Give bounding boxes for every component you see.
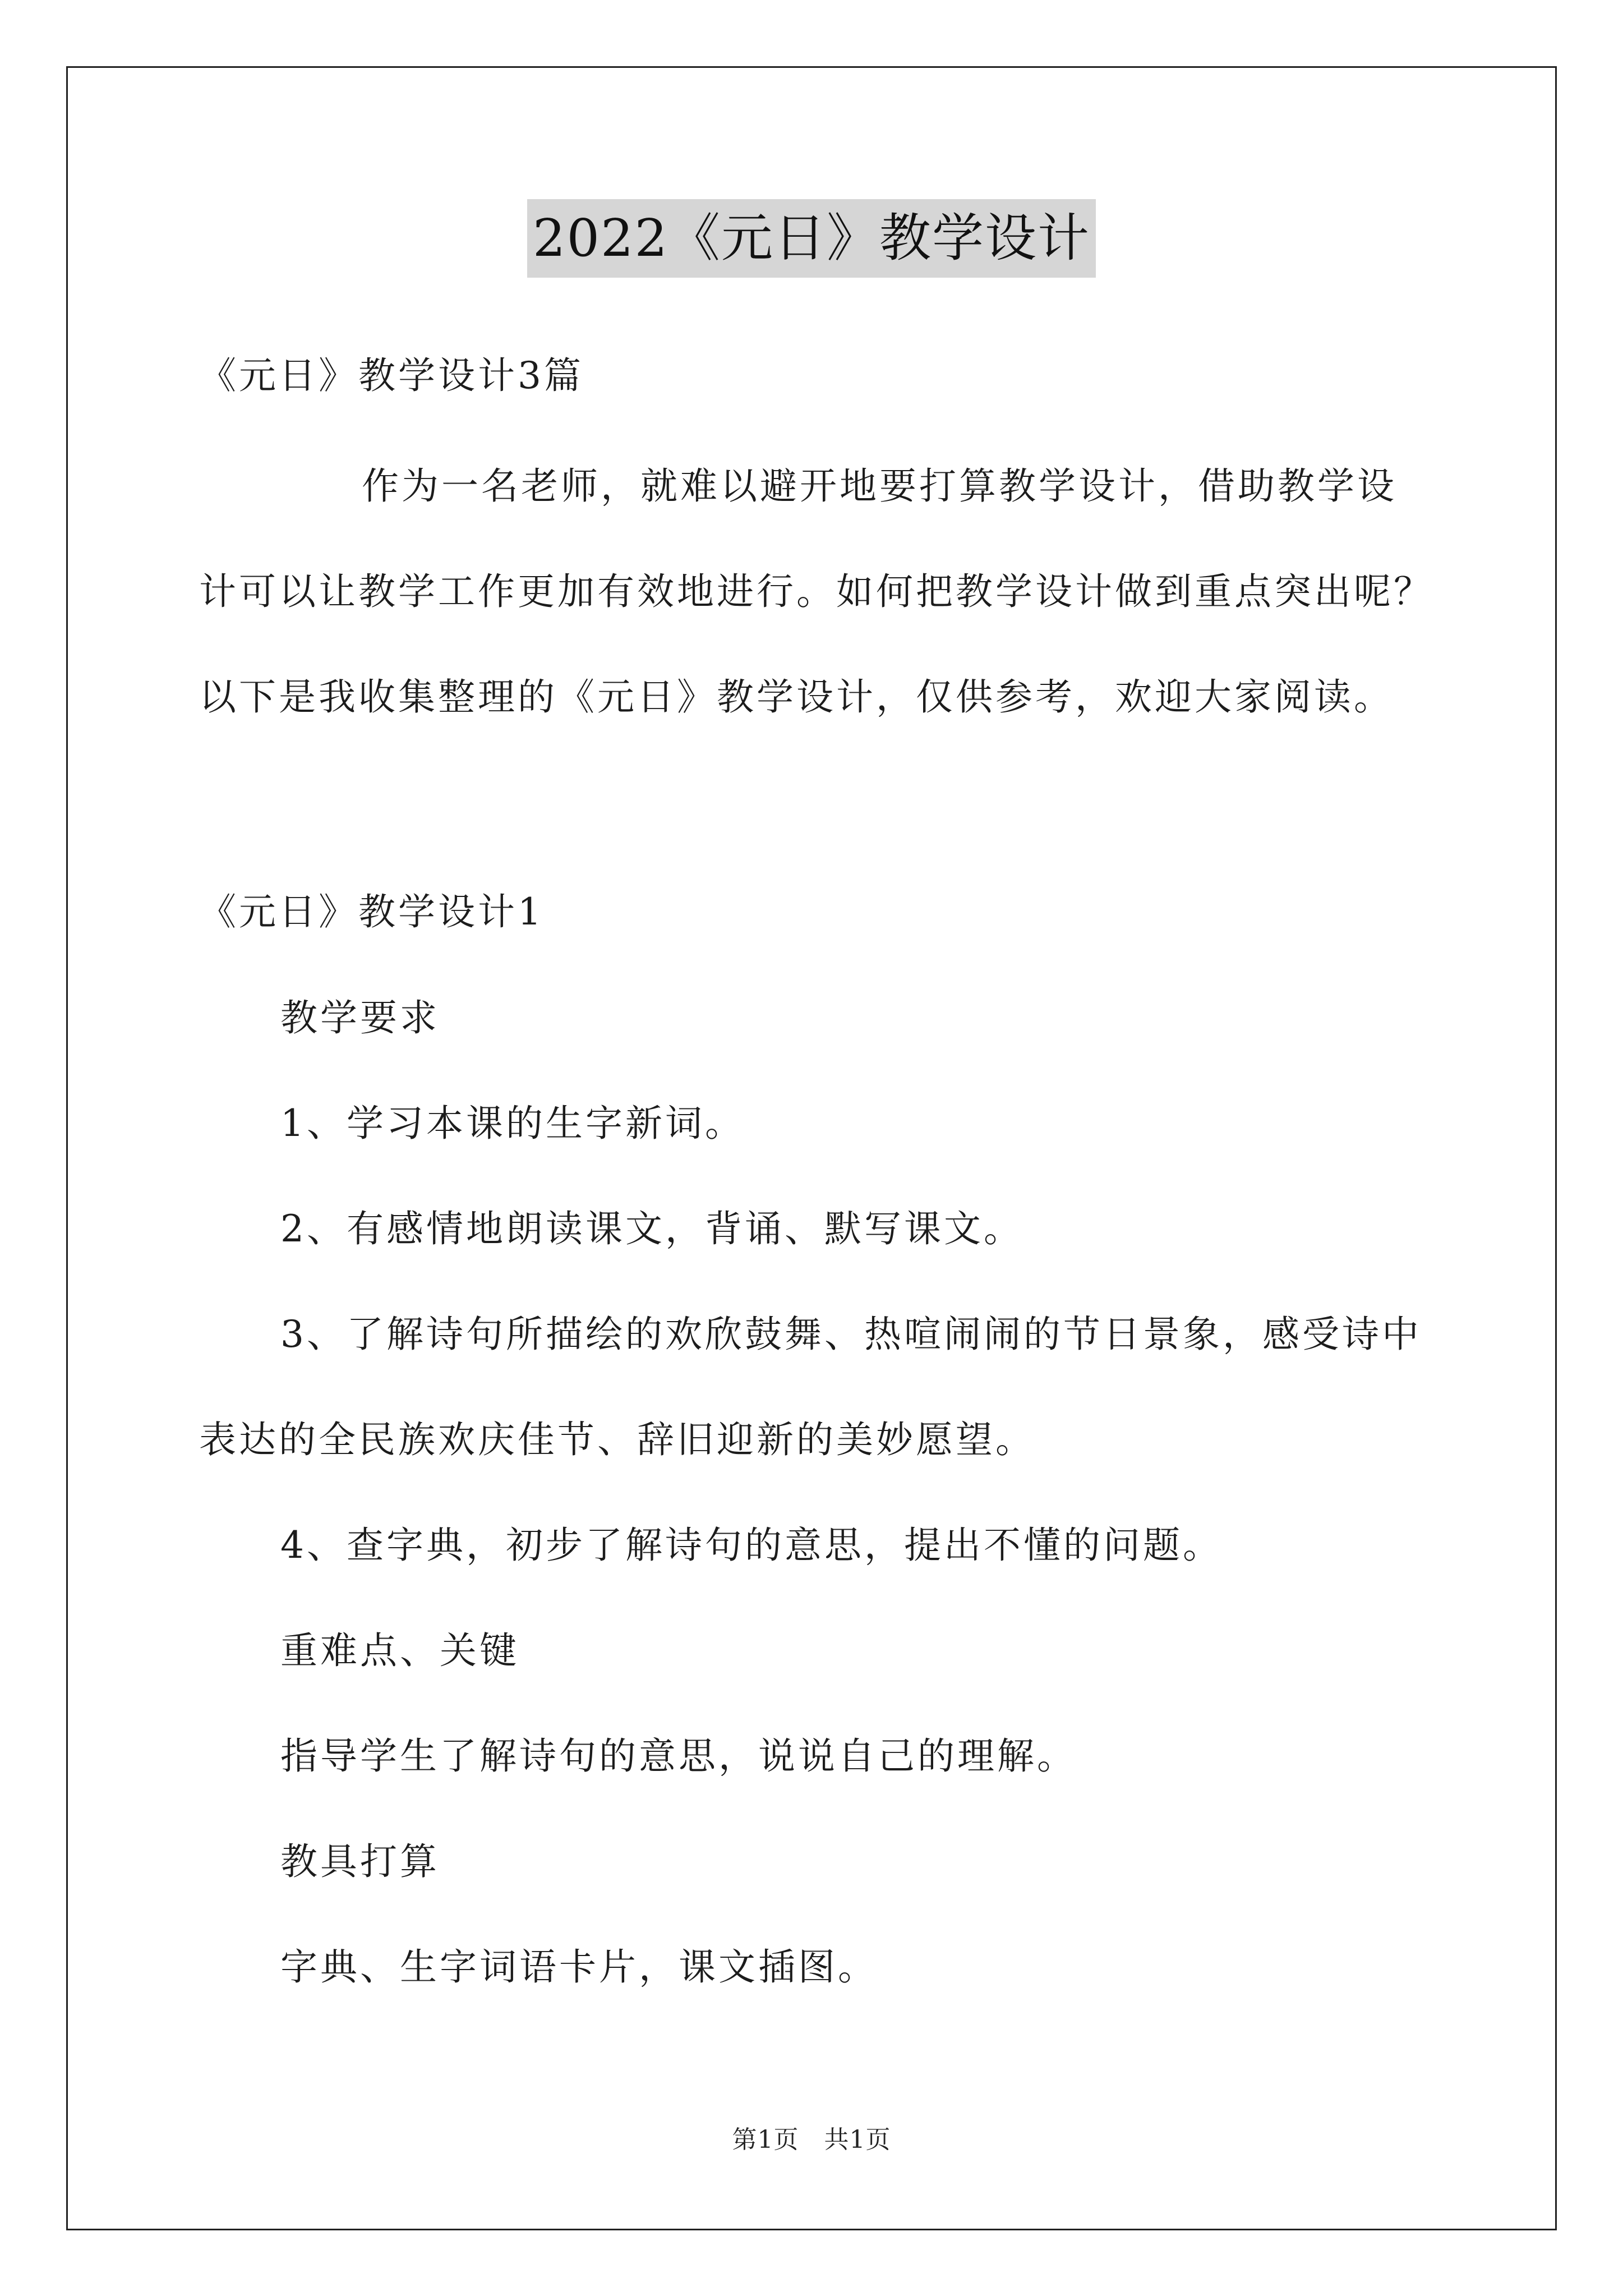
subheading-teaching-requirements: 教学要求 (280, 996, 440, 1039)
requirement-item: 3、了解诗句所描绘的欢欣鼓舞、热喧闹闹的节日景象，感受诗中 (280, 1313, 1422, 1356)
subheading-key-points: 重难点、关键 (280, 1629, 519, 1672)
requirement-item: 4、查字典，初步了解诗句的意思，提出不懂的问题。 (280, 1524, 1223, 1567)
key-points-text: 指导学生了解诗句的意思，说说自己的理解。 (280, 1734, 1077, 1778)
page-footer: 第1页 共1页 (732, 2125, 891, 2154)
section-heading: 《元日》教学设计1 (199, 890, 544, 933)
requirement-item: 1、学习本课的生字新词。 (280, 1102, 745, 1145)
requirement-item: 2、有感情地朗读课文，背诵、默写课文。 (280, 1207, 1023, 1250)
teaching-aids-text: 字典、生字词语卡片，课文插图。 (280, 1945, 878, 1989)
subheading-teaching-aids: 教具打算 (280, 1840, 440, 1883)
intro-paragraph-line: 以下是我收集整理的《元日》教学设计，仅供参考，欢迎大家阅读。 (199, 675, 1394, 719)
document-subtitle: 《元日》教学设计3篇 (199, 354, 584, 397)
requirement-item-continued: 表达的全民族欢庆佳节、辞旧迎新的美妙愿望。 (199, 1418, 1035, 1461)
document-title: 2022《元日》教学设计 (527, 199, 1096, 278)
intro-paragraph-line: 计可以让教学工作更加有效地进行。如何把教学设计做到重点突出呢？ (199, 570, 1433, 613)
title-container (0, 199, 1623, 278)
intro-paragraph-line: 作为一名老师，就难以避开地要打算教学设计，借助教学设 (362, 464, 1397, 508)
